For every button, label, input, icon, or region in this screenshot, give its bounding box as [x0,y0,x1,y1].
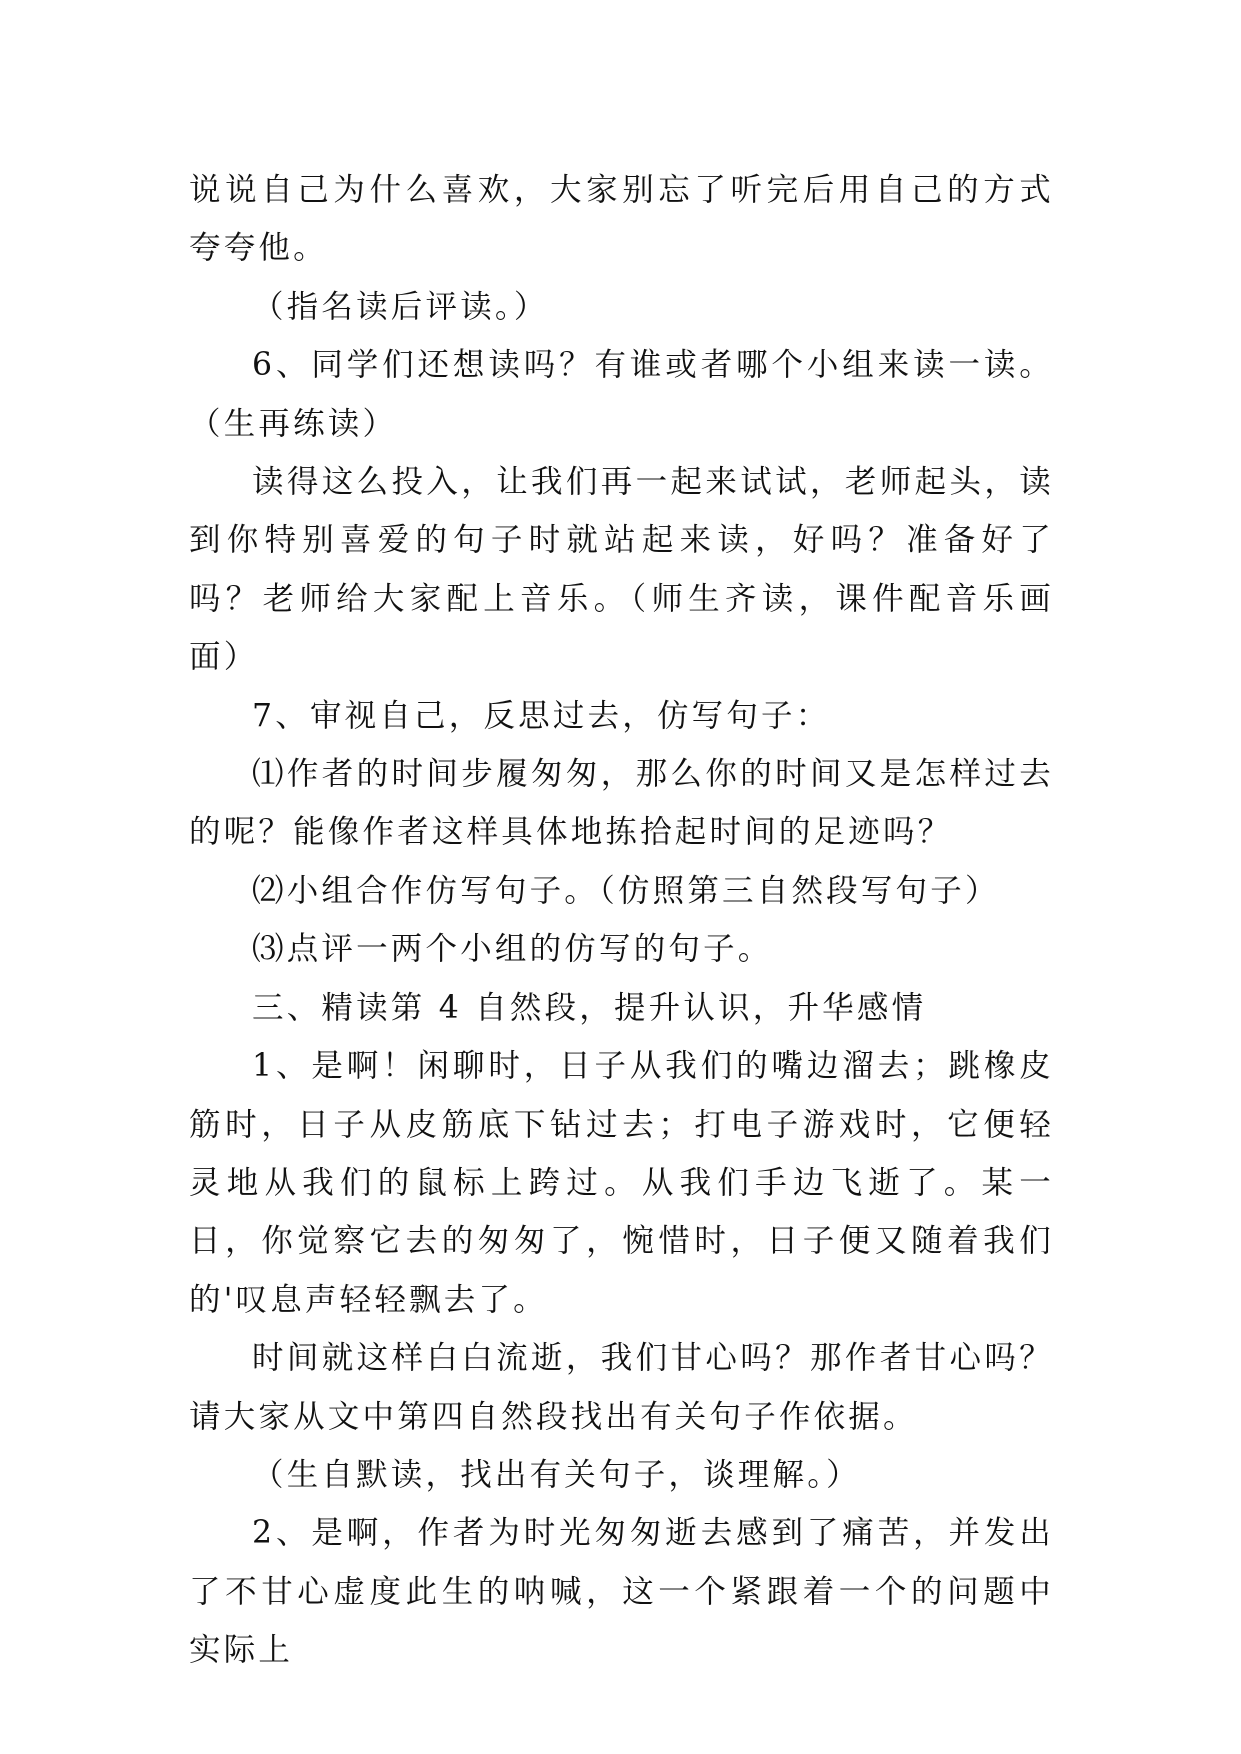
paragraph: （生自默读，找出有关句子，谈理解。） [252,1456,861,1493]
paragraph: 读得这么投入，让我们再一起来试试，老师起头，读到你特别喜爱的句子时就站起来读，好吗？准备好了吗？老师给大家配上音乐。（师生齐读，课件配音乐画面） [189,464,1054,676]
paragraph: 6、同学们还想读吗？有谁或者哪个小组来读一读。（生再练读） [189,347,1054,442]
paragraph: ⑴作者的时间步履匆匆，那么你的时间又是怎样过去的呢？能像作者这样具体地拣拾起时间的足迹吗？ [189,756,1054,851]
paragraph: 7、审视自己，反思过去，仿写句子： [252,697,831,734]
paragraph: ⑶点评一两个小组的仿写的句子。 [252,931,773,968]
paragraph: ⑵小组合作仿写句子。（仿照第三自然段写句子） [252,872,1000,909]
paragraph: 时间就这样白白流逝，我们甘心吗？那作者甘心吗？请大家从文中第四自然段找出有关句子作依据。 [189,1340,1054,1435]
body-text [189,161,1054,1680]
paragraph: 1、是啊！闲聊时，日子从我们的嘴边溜去；跳橡皮筋时，日子从皮筋底下钻过去；打电子游戏时，它便轻灵地从我们的鼠标上跨过。从我们手边飞逝了。某一日，你觉察它去的匆匆了，惋惜时，日子便又随着我们的'叹息声轻轻飘去了。 [189,1048,1054,1318]
paragraph: （指名读后评读。） [252,288,549,325]
paragraph: 2、是啊，作者为时光匆匆逝去感到了痛苦，并发出了不甘心虚度此生的呐喊，这一个紧跟着一个的问题中实际上 [189,1515,1054,1669]
paragraph: 说说自己为什么喜欢，大家别忘了听完后用自己的方式夸夸他。 [189,172,1054,267]
section-heading: 三、精读第 4 自然段，提升认识，升华感情 [252,989,927,1026]
